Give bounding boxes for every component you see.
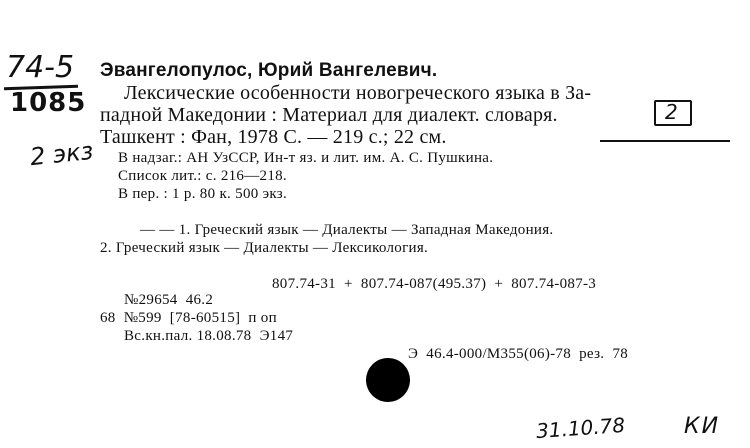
note-line-1: В надзаг.: АН УзССР, Ин-т яз. и лит. им. А. С. Пушкина. xyxy=(118,150,494,166)
publisher-code: Э 46.4-000/М355(06)-78 рез. 78 xyxy=(408,346,629,362)
record-line-2: 68 №599 [78-60515] п оп xyxy=(100,310,277,326)
call-number-bottom: 1085 xyxy=(10,88,87,118)
record-line-3: Вс.кн.пал. 18.08.78 Э147 xyxy=(124,328,294,344)
author-heading: Эвангелопулос, Юрий Вангелевич. xyxy=(100,60,438,81)
title-line-3: Ташкент : Фан, 1978 С. — 219 с.; 22 см. xyxy=(100,126,447,148)
subject-line-2: 2. Греческий язык — Диалекты — Лексикология. xyxy=(100,240,429,256)
subject-line-1: — — 1. Греческий язык — Диалекты — Западная Македония. xyxy=(140,222,554,238)
handwritten-copies-box xyxy=(654,100,692,126)
handwritten-underline xyxy=(600,140,730,142)
handwritten-margin-note: 2 экз xyxy=(28,136,95,172)
handwritten-copies-number: 2 xyxy=(665,100,678,124)
handwritten-date-signature: 31.10.78 xyxy=(535,412,626,444)
call-number-top: 74-5 xyxy=(6,50,75,85)
record-line-1: №29654 46.2 xyxy=(124,292,214,308)
note-line-2: Список лит.: с. 216—218. xyxy=(118,168,287,184)
title-line-1: Лексические особенности новогреческого языка в За- xyxy=(124,82,592,104)
punch-hole xyxy=(366,358,410,402)
classification-index: 807.74-31 + 807.74-087(495.37) + 807.74-087-3 xyxy=(272,276,597,292)
handwritten-initials: КИ xyxy=(684,414,721,439)
title-line-2: падной Македонии : Материал для диалект. словаря. xyxy=(100,104,558,126)
note-line-3: В пер. : 1 р. 80 к. 500 экз. xyxy=(118,186,287,202)
